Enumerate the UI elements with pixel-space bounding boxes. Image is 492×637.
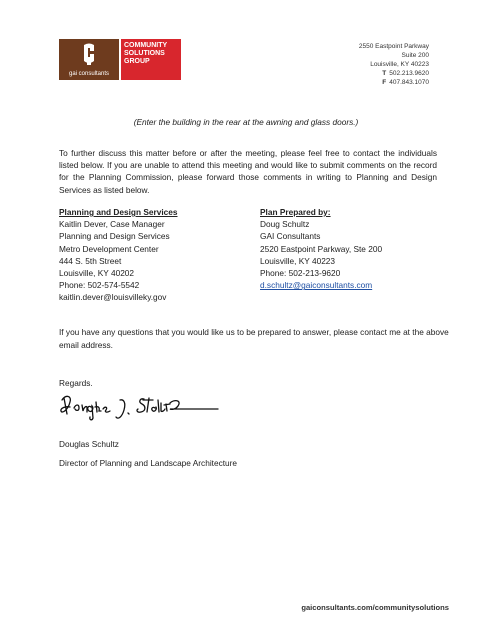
footer-website-link[interactable]: gaiconsultants.com/communitysolutions <box>301 603 449 612</box>
gai-logo-text: gai consultants <box>68 71 110 77</box>
address-suite: Suite 200 <box>401 52 429 59</box>
preparer-line: Louisville, KY 40223 <box>260 255 336 266</box>
letterhead-address <box>359 42 429 87</box>
planning-email: kaitlin.dever@louisvilleky.gov <box>59 292 167 303</box>
logo-line-1: COMMUNITY <box>124 42 168 49</box>
preparer-line: GAI Consultants <box>260 231 321 242</box>
preparer-email-link[interactable]: d.schultz@gaiconsultants.com <box>260 280 373 291</box>
planning-line: Phone: 502-574-5542 <box>59 280 140 291</box>
gai-logo <box>59 39 119 80</box>
planning-contact-block <box>59 206 178 304</box>
address-fax: F 407.843.1070 <box>382 79 429 86</box>
preparer-line: Phone: 502-213-9620 <box>260 268 341 279</box>
planning-line: Planning and Design Services <box>59 231 170 242</box>
preparer-contact-block <box>260 206 382 291</box>
address-phone: T 502.213.9620 <box>382 70 429 77</box>
contact-paragraph: To further discuss this matter before or after the meeting, please feel free to contact the individuals listed below. If you are unable to attend this meeting and would like to submit comments on the record for the Planning Commission, please forward those comments in writing to Planning and Design Services as listed below. <box>59 148 437 195</box>
planning-line: 444 S. 5th Street <box>59 255 122 266</box>
signer-name: Douglas Schultz <box>59 439 119 449</box>
questions-paragraph: If you have any questions that you would like us to be prepared to answer, please contact me at the above email address. <box>59 327 449 350</box>
signer-title: Director of Planning and Landscape Architecture <box>59 458 238 468</box>
signature <box>58 390 228 424</box>
preparer-heading: Plan Prepared by: <box>260 207 331 217</box>
preparer-line: 2520 Eastpoint Parkway, Ste 200 <box>260 243 383 254</box>
planning-line: Kaitlin Dever, Case Manager <box>59 219 165 230</box>
logo-line-2: SOLUTIONS <box>124 50 165 57</box>
preparer-line: Doug Schultz <box>260 219 310 230</box>
gai-emblem-icon <box>59 41 119 67</box>
logo-line-3: GROUP <box>124 58 150 65</box>
address-street: 2550 Eastpoint Parkway <box>358 43 429 50</box>
community-solutions-logo <box>121 39 181 80</box>
entrance-note: (Enter the building in the rear at the awning and glass doors.) <box>133 117 359 127</box>
planning-line: Louisville, KY 40202 <box>59 268 135 279</box>
planning-heading: Planning and Design Services <box>59 207 178 217</box>
planning-line: Metro Development Center <box>59 243 159 254</box>
closing: Regards. <box>59 378 93 388</box>
address-city: Louisville, KY 40223 <box>370 61 429 68</box>
